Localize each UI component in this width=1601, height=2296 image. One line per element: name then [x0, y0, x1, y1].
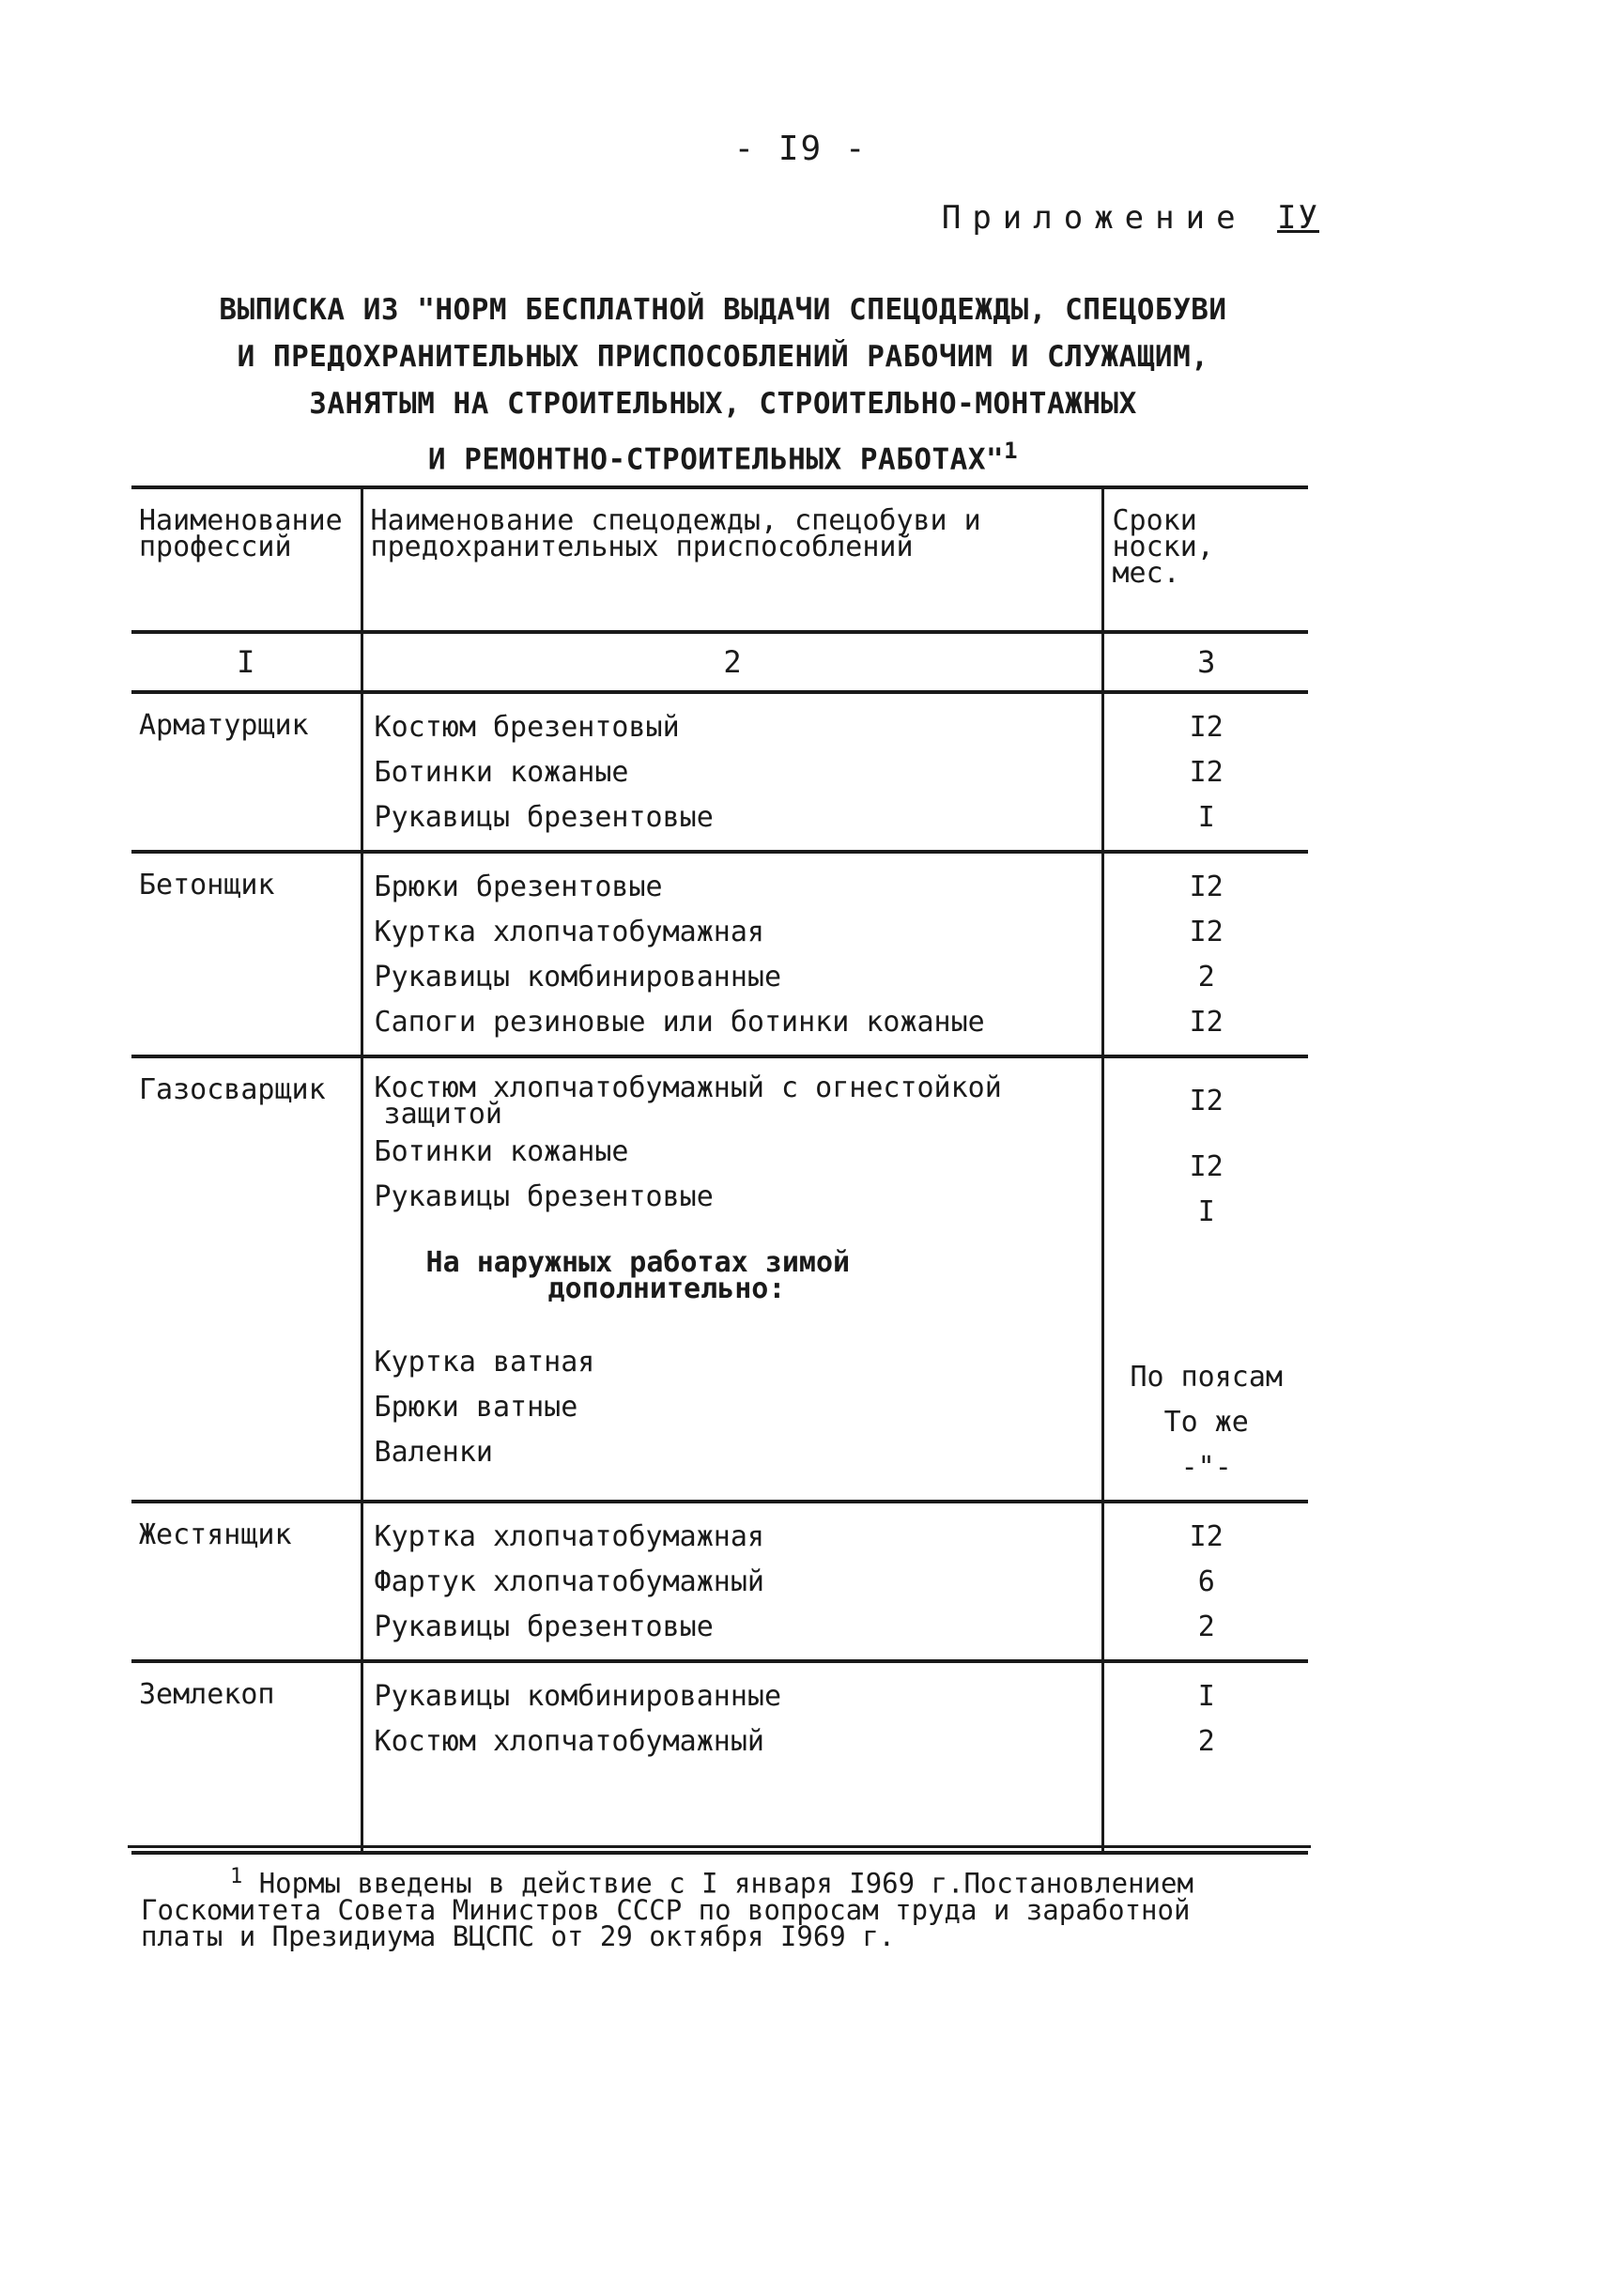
item-term: 2	[1197, 961, 1215, 994]
document-title	[141, 286, 1305, 483]
column-number: 2	[362, 632, 1103, 692]
item-term: 2	[1197, 1725, 1215, 1758]
header-profession: Наименование профессий	[131, 487, 362, 632]
table-row	[131, 692, 1308, 852]
item-name: Рукавицы комбинированные	[374, 961, 782, 994]
item-name: Куртка ватная	[374, 1346, 595, 1379]
title-line	[141, 427, 1305, 483]
table-row	[131, 852, 1308, 1056]
item-term: 6	[1197, 1565, 1215, 1598]
item-name: Ботинки кожаные	[374, 1135, 629, 1168]
footnote-line: Нормы введены в действие с I января I969 г.Постановлением	[258, 1867, 1193, 1900]
footnote-line: платы и Президиума ВЦСПС от 29 октября I969 г.	[141, 1919, 896, 1952]
item-name: Куртка хлопчатобумажная	[374, 1520, 764, 1553]
column-number: I	[131, 632, 362, 692]
item-name: Костюм хлопчатобумажный с огнестойкой защитой	[374, 1071, 1002, 1131]
item-term: I2	[1189, 1520, 1224, 1553]
item-name: Рукавицы брезентовые	[374, 1610, 714, 1643]
profession-group	[131, 1502, 1308, 1661]
item-name: Фартук хлопчатобумажный	[374, 1565, 764, 1598]
page-number: - I9 -	[733, 130, 868, 168]
table-row	[131, 1661, 1308, 1853]
title-line: ВЫПИСКА ИЗ "НОРМ БЕСПЛАТНОЙ ВЫДАЧИ СПЕЦОДЕЖДЫ, СПЕЦОБУВИ	[219, 293, 1227, 327]
item-term: I2	[1189, 871, 1224, 903]
item-name: Брюки брезентовые	[374, 871, 663, 903]
footnote	[141, 1864, 1305, 1952]
profession-group	[131, 692, 1308, 852]
table-row	[131, 1056, 1308, 1502]
item-term: I	[1197, 1195, 1215, 1228]
profession-name: Жестянщик	[139, 1518, 292, 1551]
column-number: 3	[1103, 632, 1308, 692]
title-line: ЗАНЯТЫМ НА СТРОИТЕЛЬНЫХ, СТРОИТЕЛЬНО-МОНТАЖНЫХ	[309, 387, 1137, 421]
item-term: I2	[1189, 756, 1224, 789]
title-line: И ПРЕДОХРАНИТЕЛЬНЫХ ПРИСПОСОБЛЕНИЙ РАБОЧИМ И СЛУЖАЩИМ,	[237, 340, 1209, 374]
profession-group	[131, 852, 1308, 1056]
footnote-mark: 1	[230, 1865, 243, 1888]
item-term: I2	[1189, 1085, 1224, 1117]
item-name: Рукавицы брезентовые	[374, 801, 714, 834]
header-terms: Сроки носки, мес.	[1103, 487, 1308, 632]
profession-name: Землекоп	[139, 1678, 275, 1711]
item-name: Ботинки кожаные	[374, 756, 629, 789]
title-footnote-mark: 1	[1004, 438, 1019, 464]
item-term: I	[1197, 1680, 1215, 1713]
item-term: I	[1197, 801, 1215, 834]
table-row	[131, 1502, 1308, 1661]
footnote-divider	[128, 1845, 1311, 1848]
appendix-number: IУ	[1277, 199, 1319, 237]
item-name: Костюм хлопчатобумажный	[374, 1725, 764, 1758]
header-items: Наименование спецодежды, спецобуви и предохранительных приспособлений	[362, 487, 1103, 632]
column-number-row	[131, 632, 1308, 692]
item-name: Рукавицы брезентовые	[374, 1180, 714, 1213]
profession-name: Бетонщик	[139, 869, 275, 901]
norms-table	[131, 485, 1308, 1855]
profession-name: Газосварщик	[139, 1073, 326, 1106]
item-name: Рукавицы комбинированные	[374, 1680, 782, 1713]
appendix-word: Приложение	[941, 199, 1247, 237]
item-term: То же	[1163, 1406, 1249, 1439]
item-term: I2	[1189, 1150, 1224, 1183]
item-term: По поясам	[1130, 1361, 1283, 1394]
appendix-label	[942, 199, 1319, 237]
item-name: Куртка хлопчатобумажная	[374, 916, 764, 948]
item-term: 2	[1197, 1610, 1215, 1643]
item-term: -"-	[1180, 1451, 1232, 1484]
section-subheading: На наружных работах зимой дополнительно:	[425, 1246, 851, 1305]
item-term: I2	[1189, 916, 1224, 948]
title-line-text: И РЕМОНТНО-СТРОИТЕЛЬНЫХ РАБОТАХ"	[427, 442, 1005, 477]
item-name: Валенки	[374, 1436, 493, 1469]
table-header-row	[131, 487, 1308, 632]
profession-group	[131, 1056, 1308, 1502]
item-name: Костюм брезентовый	[374, 711, 680, 744]
footnote-line: Госкомитета Совета Министров СССР по вопросам труда и заработной	[141, 1893, 1191, 1926]
profession-name: Арматурщик	[139, 709, 309, 742]
item-term: I2	[1189, 711, 1224, 744]
item-name: Брюки ватные	[374, 1391, 578, 1424]
item-name: Сапоги резиновые или ботинки кожаные	[374, 1006, 985, 1039]
item-term: I2	[1189, 1006, 1224, 1039]
profession-group	[131, 1661, 1308, 1853]
